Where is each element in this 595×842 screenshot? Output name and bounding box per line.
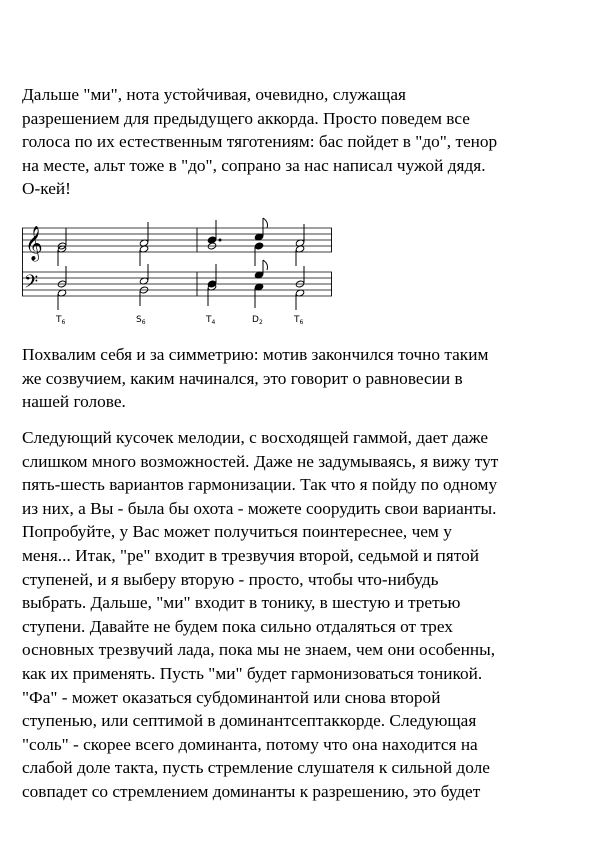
text-line: ступени. Давайте не будем пока сильно отдаляться от трех xyxy=(22,616,453,636)
bass-clef-icon: 𝄢 xyxy=(24,272,39,297)
text-line: как их применять. Пусть "ми" будет гармонизоваться тоникой. xyxy=(22,663,483,683)
paragraph-3 xyxy=(22,426,572,804)
text-line: ступенью, или септимой в доминантсептаккорде. Следующая xyxy=(22,711,477,731)
function-label: $T_6$ xyxy=(294,315,304,326)
text-line: слабой доле такта, пусть стремление слушателя к сильной доле xyxy=(22,758,490,778)
text-line: основных трезвучий лада, пока мы не знаем, чем они особенны, xyxy=(22,640,496,660)
text-line: ступеней, и я выберу вторую - просто, чтобы что-нибудь xyxy=(22,569,439,589)
text-line: нашей голове. xyxy=(22,392,126,412)
text-line: на месте, альт тоже в "до", сопрано за нас написал чужой дядя. xyxy=(22,155,486,175)
function-label: $T_4$ xyxy=(206,315,216,326)
text-line: из них, а Вы - была бы охота - можете соорудить свои варианты. xyxy=(22,498,497,518)
text-line: О-кей! xyxy=(22,179,71,199)
text-line: голоса по их естественным тяготениям: бас пойдет в "до", тенор xyxy=(22,132,498,152)
function-label: $T_6$ xyxy=(56,315,66,326)
text-line: пять-шесть вариантов гармонизации. Так что я пойду по одному xyxy=(22,475,498,495)
paragraph-2 xyxy=(22,343,572,414)
barlines xyxy=(23,228,332,296)
text-line: Следующий кусочек мелодии, с восходящей гаммой, дает даже xyxy=(22,428,489,447)
text-line: же созвучием, каким начинался, это говорит о равновесии в xyxy=(22,368,463,388)
function-labels xyxy=(55,315,304,326)
paragraph-1 xyxy=(22,83,572,201)
text-line: меня... Итак, "ре" входит в трезвучия второй, седьмой и пятой xyxy=(22,545,479,565)
text-line: совпадет со стремлением доминанты к разрешению, это будет xyxy=(22,781,481,801)
text-line: Похвалим себя и за симметрию: мотив закончился точно таким xyxy=(22,345,489,364)
text-line: "Фа" - может оказаться субдоминантой или снова второй xyxy=(22,687,441,707)
music-score xyxy=(22,214,332,326)
treble-staff xyxy=(22,228,332,252)
text-line: разрешением для предыдущего аккорда. Просто поведем все xyxy=(22,108,470,128)
text-line: Попробуйте, у Вас может получиться поинтереснее, чем у xyxy=(22,522,452,542)
bass-staff xyxy=(22,272,332,296)
text-line: выбрать. Дальше, "ми" входит в тонику, в шестую и третью xyxy=(22,593,461,613)
function-label: $S_6$ xyxy=(136,315,146,326)
treble-clef-icon: 𝄞 xyxy=(25,226,43,261)
text-line: "соль" - скорее всего доминанта, потому что она находится на xyxy=(22,734,478,754)
text-line: Дальше "ми", нота устойчивая, очевидно, служащая xyxy=(22,85,406,104)
function-label: $D_2$ xyxy=(252,315,263,326)
text-line: слишком много возможностей. Даже не задумываясь, я вижу тут xyxy=(22,451,499,471)
